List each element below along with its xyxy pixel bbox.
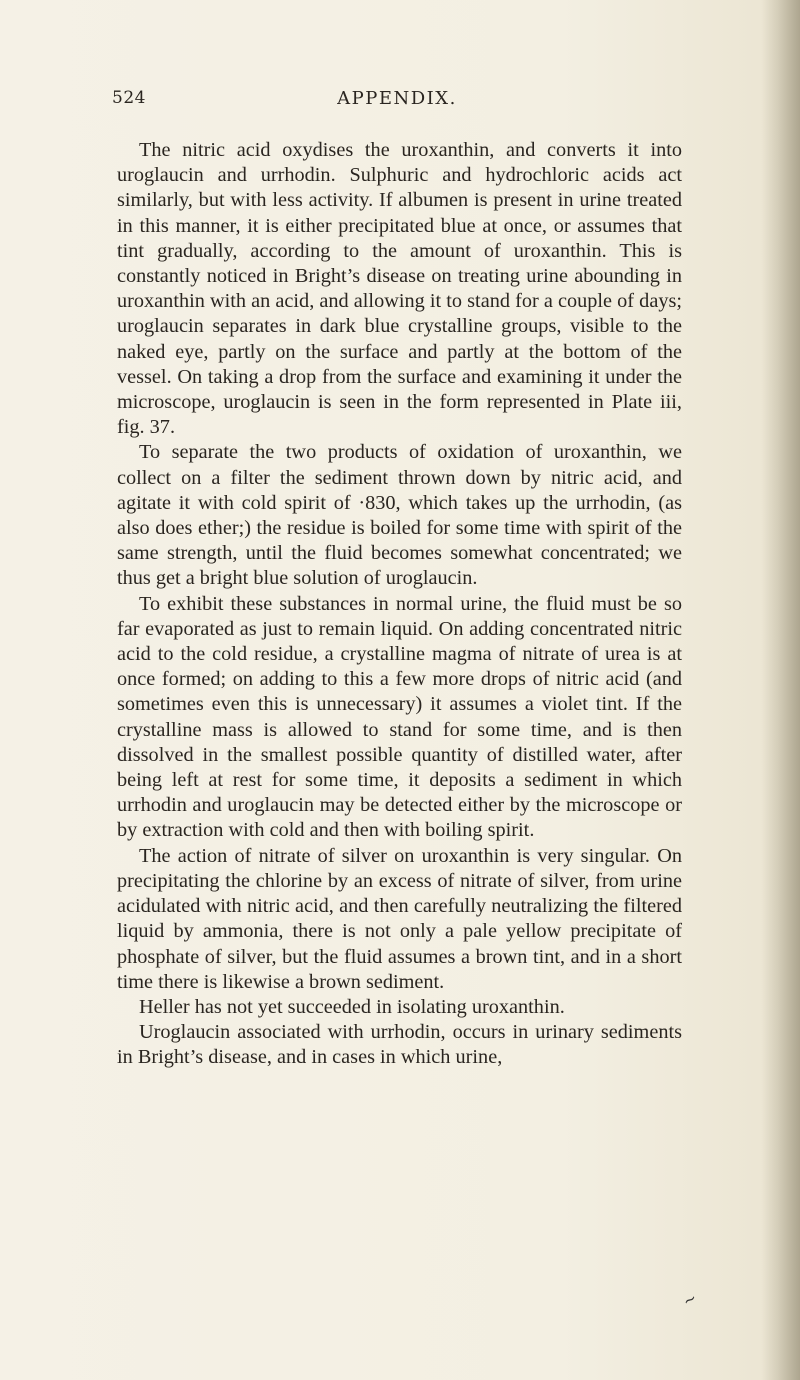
paragraph: The action of nitrate of silver on uroxanthin is very singular. On precipitating the chlorine by an excess of nitrate of silver, from urine acidulated with nitric acid, and then carefully neutralizing the filtered liquid by ammonia, there is not only a pale yellow precipitate of phosphate of silver, but the fluid assumes a brown tint, and in a short time there is likewise a brown sediment. [117, 844, 682, 993]
paragraph: Uroglaucin associated with urrhodin, occurs in urinary sediments in Bright’s disease, and in cases in which urine, [117, 1021, 682, 1069]
paragraph: The nitric acid oxydises the uroxanthin, and converts it into uroglaucin and urrhodin. Sulphuric and hydrochloric acids act similarly, but with less activity. If albumen is present in urine treated in this manner, it is either precipitated blue at once, or assumes that tint gradually, according to the amount of uroxanthin. This is constantly noticed in Bright’s disease on treating urine abounding in uroxanthin with an acid, and allowing it to stand for a couple of days; uroglaucin separates in dark blue crystalline groups, visible to the naked eye, partly on the surface and partly at the bottom of the vessel. On taking a drop from the surface and examining it under the microscope, uroglaucin is seen in the form represented in Plate iii, fig. 37. [117, 139, 682, 439]
page-edge-shadow [762, 0, 800, 1380]
running-title: APPENDIX. [337, 88, 457, 109]
page-number: 524 [112, 88, 146, 108]
printer-mark: ~ [679, 1287, 701, 1312]
paragraph: Heller has not yet succeeded in isolating uroxanthin. [139, 995, 565, 1018]
page-header [112, 88, 682, 118]
body-text [117, 138, 682, 1071]
paragraph: To separate the two products of oxidation of uroxanthin, we collect on a filter the sediment thrown down by nitric acid, and agitate it with cold spirit of ·830, which takes up the urrhodin, (as also does ether;) the residue is boiled for some time with spirit of the same strength, until the fluid becomes somewhat concentrated; we thus get a bright blue solution of uroglaucin. [117, 441, 682, 590]
paragraph: To exhibit these substances in normal urine, the fluid must be so far evaporated as just to remain liquid. On adding concentrated nitric acid to the cold residue, a crystalline magma of nitrate of urea is at once formed; on adding to this a few more drops of nitric acid (and sometimes even this is unnecessary) it assumes a violet tint. If the crystalline mass is allowed to stand for some time, and is then dissolved in the smallest possible quantity of distilled water, after being left at rest for some time, it deposits a sediment in which urrhodin and uroglaucin may be detected either by the microscope or by extraction with cold and then with boiling spirit. [117, 592, 682, 842]
